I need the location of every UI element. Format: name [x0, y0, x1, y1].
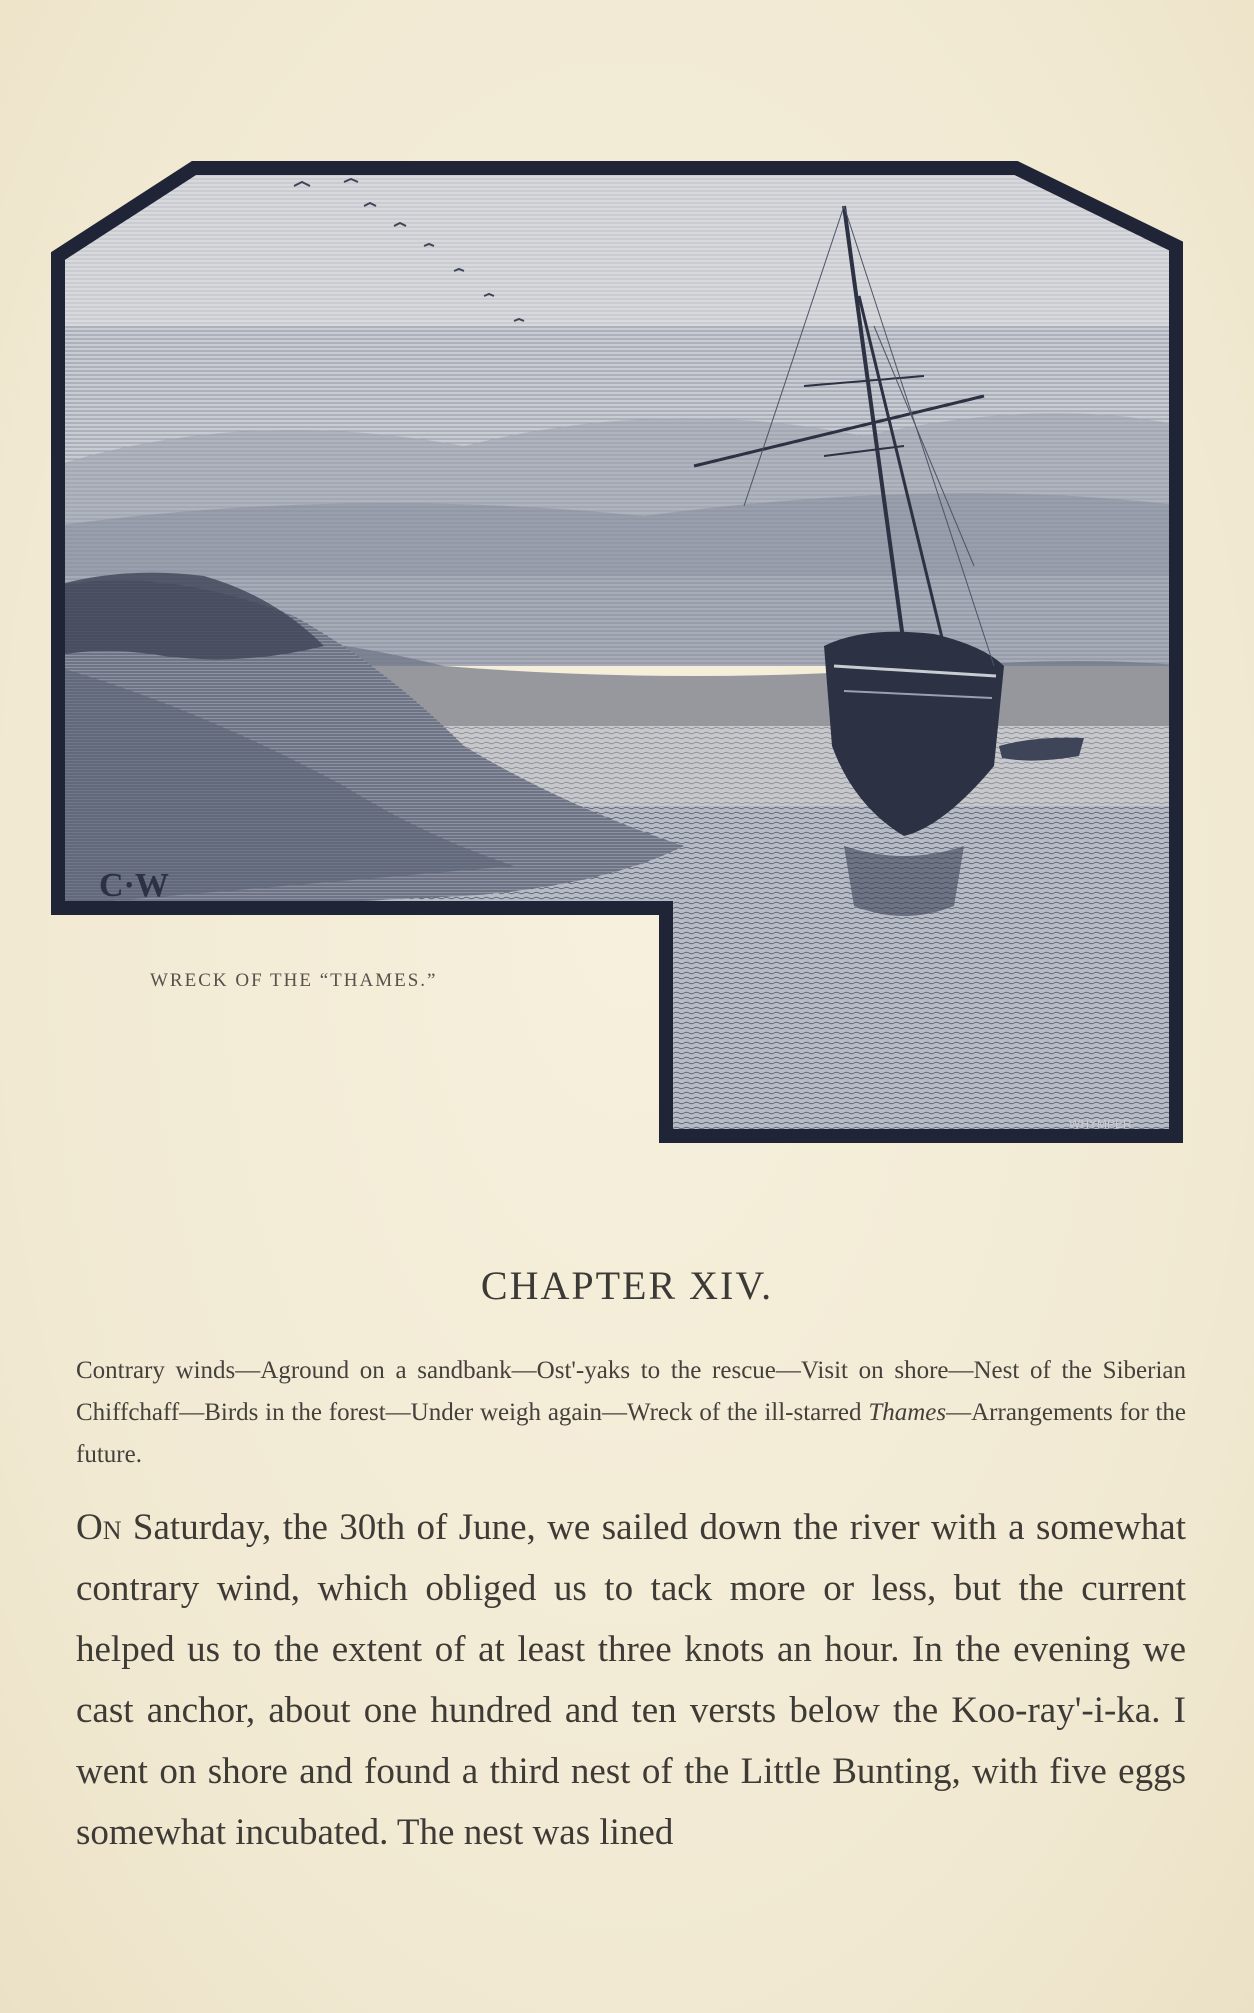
- chapter-title: CHAPTER XIV.: [480, 1263, 774, 1308]
- synopsis-ship-name: Thames: [868, 1399, 947, 1426]
- engraver-signature: WHYMPER: [1069, 1117, 1132, 1131]
- ship-wreck-engraving: [44, 146, 1194, 1158]
- illustration-caption: WRECK OF THE “THAMES.”: [150, 970, 438, 991]
- body-paragraph: [76, 1497, 1186, 1863]
- monogram-text: C·W: [99, 867, 169, 904]
- lead-word: On: [76, 1507, 122, 1548]
- paragraph-text: Saturday, the 30th of June, we sailed down the river with a somewhat contrary wind, which obliged us to tack more or less, but the current helped us to the extent of at least three knots an hour. In the evening we cast anchor, about one hundred and ten versts below the Koo-ray'-i-ka. I went on shore and found a third nest of the Little Bunting, with five eggs somewhat incubated. The nest was lined: [76, 1507, 1186, 1853]
- synopsis-text: Contrary winds—Aground on a sandbank—Ost'-yaks to the rescue—Visit on shore—Nest of the Siberian Chiffchaff—Birds in the forest—Under weigh again—Wreck of the ill-starred: [76, 1357, 1186, 1426]
- synopsis-text-end: —Arrangements for the future.: [76, 1399, 1187, 1468]
- chapter-synopsis: [76, 1350, 1186, 1476]
